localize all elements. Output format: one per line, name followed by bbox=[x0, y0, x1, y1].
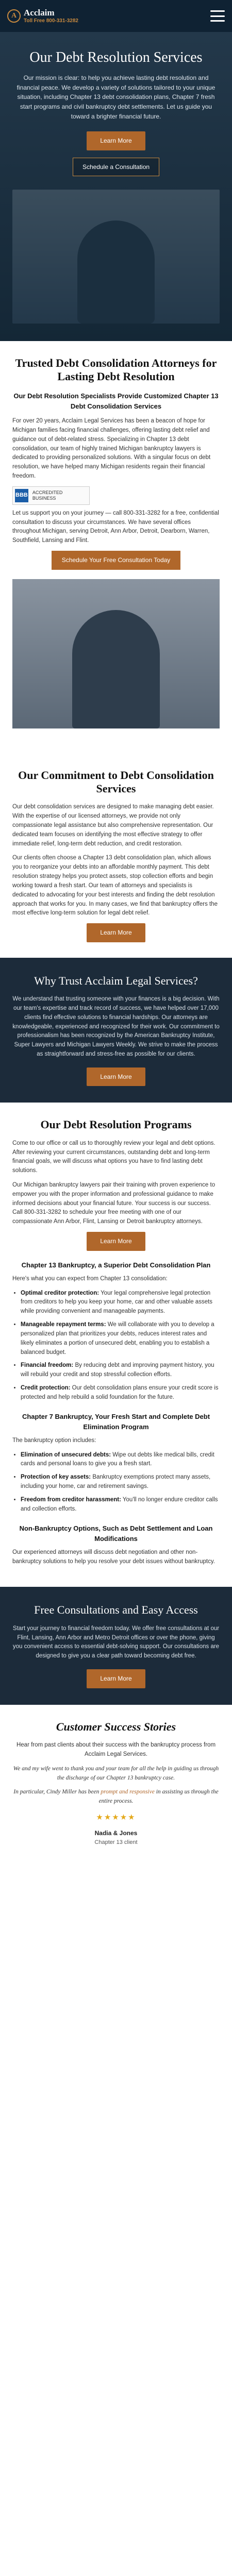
testimonial-quote-2: In particular, Cindy Miller has been prompt and responsive in assisting us through the entire process. bbox=[13, 1789, 219, 1805]
bbb-badge[interactable] bbox=[12, 486, 90, 505]
header-phone-link[interactable]: Toll Free 800-331-3282 bbox=[24, 18, 78, 24]
logo-text bbox=[24, 8, 78, 24]
commitment-paragraph-1: Our debt consolidation services are designed to make managing debt easier. With the expertise of our licensed attorneys, we provide not only compassionate legal assistance but also comprehensive representation. Our dedicated team focuses on identifying the most effective strategy to offer immediate relief, long-term debt reduction, and credit restoration. bbox=[12, 804, 214, 847]
non-bankruptcy-title: Non-Bankruptcy Options, Such as Debt Settlement and Loan Modifications bbox=[19, 1524, 213, 1543]
why-trust-section bbox=[0, 958, 232, 1103]
hero-person-image bbox=[77, 221, 155, 324]
chapter-13-intro: Here's what you can expect from Chapter 13 consolidation: bbox=[12, 1275, 168, 1282]
trusted-section bbox=[0, 341, 232, 753]
testimonials-intro: Hear from past clients about their success with the bankruptcy process from Acclaim Legal Services. bbox=[16, 1742, 216, 1757]
commitment-paragraph-2: Our clients often choose a Chapter 13 debt consolidation plan, which allows you to reorganize your debts into an affordable monthly payment. This debt resolution strategy helps you protect assets, stop collection efforts and begin working toward a fresh start. Our team of attorneys and specialists is dedicated to advocating for your best interests and finding the debt resolution approach that works for you. In many cases, we find that bankruptcy offers the most effective long-term solution for legal debt relief. bbox=[12, 855, 218, 917]
chapter-13-title: Chapter 13 Bankruptcy, a Superior Debt Consolidation Plan bbox=[21, 1261, 211, 1269]
free-consultation-body: Start your journey to financial freedom today. We offer free consultations at our Flint, Lansing, Ann Arbor and Metro Detroit offices or over the phone, giving you convenient access to essential debt-solving support. Our consultations are designed to give you a clear path toward becoming debt free. bbox=[12, 1625, 220, 1659]
chapter-7-list bbox=[12, 1451, 220, 1514]
testimonials-title: Customer Success Stories bbox=[56, 1720, 176, 1733]
bbb-seal-icon: BBB bbox=[15, 489, 28, 502]
commitment-title: Our Commitment to Debt Consolidation Services bbox=[18, 768, 214, 795]
chapter-7-title: Chapter 7 Bankruptcy, Your Fresh Start and Complete Debt Elimination Program bbox=[22, 1412, 210, 1431]
trusted-subtitle: Our Debt Resolution Specialists Provide Customized Chapter 13 Debt Consolidation Services bbox=[13, 392, 219, 410]
free-consultation-learn-more-button[interactable]: Learn More bbox=[87, 1669, 145, 1688]
commitment-section bbox=[0, 753, 232, 958]
free-consultation-section bbox=[0, 1587, 232, 1704]
schedule-consultation-button[interactable]: Schedule a Consultation bbox=[73, 158, 159, 177]
programs-learn-more-button[interactable]: Learn More bbox=[87, 1232, 145, 1251]
brand-name: Acclaim bbox=[24, 8, 55, 18]
hamburger-menu-icon[interactable] bbox=[210, 10, 225, 22]
list-item: • Elimination of unsecured debts: Wipe out debts like medical bills, credit cards and personal loans to give you a fresh start. bbox=[21, 1451, 220, 1469]
bbb-badge-text: ACCREDITED BUSINESS bbox=[32, 489, 63, 501]
free-consultation-title: Free Consultations and Easy Access bbox=[34, 1603, 198, 1617]
programs-title: Our Debt Resolution Programs bbox=[40, 1118, 192, 1131]
testimonial-author-detail: Chapter 13 client bbox=[94, 1839, 138, 1845]
commitment-learn-more-button[interactable]: Learn More bbox=[87, 923, 145, 942]
list-item: • Protection of key assets: Bankruptcy exemptions protect many assets, including your home, car and retirement savings. bbox=[21, 1473, 220, 1492]
why-trust-body: We understand that trusting someone with your finances is a big decision. With our team's expertise and track record of success, we have helped over 17,000 clients find effective solutions to financial hardships. Our attorneys are knowledgeable, experienced and recognized for their work. Our commitment to professionalism has been recognized by the American Bankruptcy Institute, Super Lawyers and Michigan Lawyers Weekly. We strive to make the process as straightforward and stress-free as possible for our clients. bbox=[12, 996, 220, 1057]
attorney-photo-image bbox=[72, 610, 160, 728]
chapter-13-list bbox=[12, 1289, 220, 1402]
why-trust-learn-more-button[interactable]: Learn More bbox=[87, 1067, 145, 1087]
hero-image bbox=[12, 190, 220, 324]
list-item: • Optimal creditor protection: Your legal comprehensive legal protection from creditors to help you keep your home, car and other valuable assets while providing convenient and manageable payments. bbox=[21, 1289, 220, 1316]
testimonial-author: Nadia & Jones bbox=[94, 1829, 138, 1837]
trusted-paragraph-2: Let us support you on your journey — call 800-331-3282 for a free, confidential consultation to discuss your circumstances. We have several offices throughout Michigan, serving Detroit, Ann Arbor, Detroit, Dearborn, Warren, Southfield, Lansing and Flint. bbox=[12, 510, 219, 544]
hero-body: Our mission is clear: to help you achieve lasting debt resolution and financial peace. We develop a variety of solutions tailored to your unique situation, including Chapter 13 debt consolidation plans, Chapter 7 fresh start programs and civil bankruptcy debt settlements. Let us guide you toward a brighter financial future. bbox=[16, 74, 216, 120]
star-rating-icon: ★★★★★ bbox=[96, 1812, 136, 1822]
list-item: • Manageable repayment terms: We will collaborate with you to develop a personalized plan that prioritizes your debts, reduces interest rates and likely eliminates a portion of unsecured debt, enabling you to establish a balanced budget. bbox=[21, 1320, 220, 1357]
non-bankruptcy-body: Our experienced attorneys will discuss debt negotiation and other non-bankruptcy solutions to help you resolve your debt issues without bankruptcy. bbox=[12, 1549, 215, 1565]
logo-mark-icon: A bbox=[7, 9, 21, 23]
testimonials-section bbox=[0, 1705, 232, 1862]
hero-actions bbox=[12, 131, 220, 176]
site-header bbox=[0, 0, 232, 32]
list-item: • Financial freedom: By reducing debt and improving payment history, you will rebuild your credit and stop stressful collection efforts. bbox=[21, 1361, 220, 1380]
trusted-paragraph-1: For over 20 years, Acclaim Legal Services has been a beacon of hope for Michigan families facing financial challenges, offering lasting debt relief and guidance out of debt-related stress. Specializing in Chapter 13 debt consolidation, our team of highly trained Michigan bankruptcy lawyers is dedicated to providing personalized solutions. With a singular focus on debt resolution, we have helped many Michigan residents regain their financial freedom. bbox=[12, 418, 211, 479]
list-item: • Freedom from creditor harassment: You'll no longer endure creditor calls and collection efforts. bbox=[21, 1496, 220, 1514]
chapter-7-intro: The bankruptcy option includes: bbox=[12, 1437, 96, 1444]
hero-section bbox=[0, 32, 232, 341]
why-trust-title: Why Trust Acclaim Legal Services? bbox=[34, 974, 198, 987]
logo[interactable] bbox=[7, 8, 78, 24]
testimonial-quote-1: We and my wife went to thank you and your team for all the help in guiding us through the discharge of our Chapter 13 bankruptcy case. bbox=[13, 1765, 219, 1781]
hero-title: Our Debt Resolution Services bbox=[29, 49, 203, 65]
hero-learn-more-button[interactable]: Learn More bbox=[87, 131, 145, 150]
trusted-title: Trusted Debt Consolidation Attorneys for Lasting Debt Resolution bbox=[15, 357, 217, 383]
programs-paragraph-2: Our Michigan bankruptcy lawyers pair their training with proven experience to empower you with the proper information and professional guidance to make informed decisions about your financial future. Your success is our success. Call 800-331-3282 to schedule your free meeting with one of our compassionate Ann Arbor, Flint, Lansing or Detroit bankruptcy attorneys. bbox=[12, 1182, 216, 1225]
attorney-photo bbox=[12, 579, 220, 728]
programs-paragraph-1: Come to our office or call us to thoroughly review your legal and debt options. After reviewing your current circumstances, outstanding debt and long-term financial goals, we will discuss what options you have to find lasting debt solutions. bbox=[12, 1140, 216, 1174]
free-consultation-button[interactable]: Schedule Your Free Consultation Today bbox=[52, 551, 181, 570]
programs-section bbox=[0, 1103, 232, 1587]
list-item: • Credit protection: Our debt consolidation plans ensure your credit score is protected and help rebuild a solid foundation for the future. bbox=[21, 1384, 220, 1402]
